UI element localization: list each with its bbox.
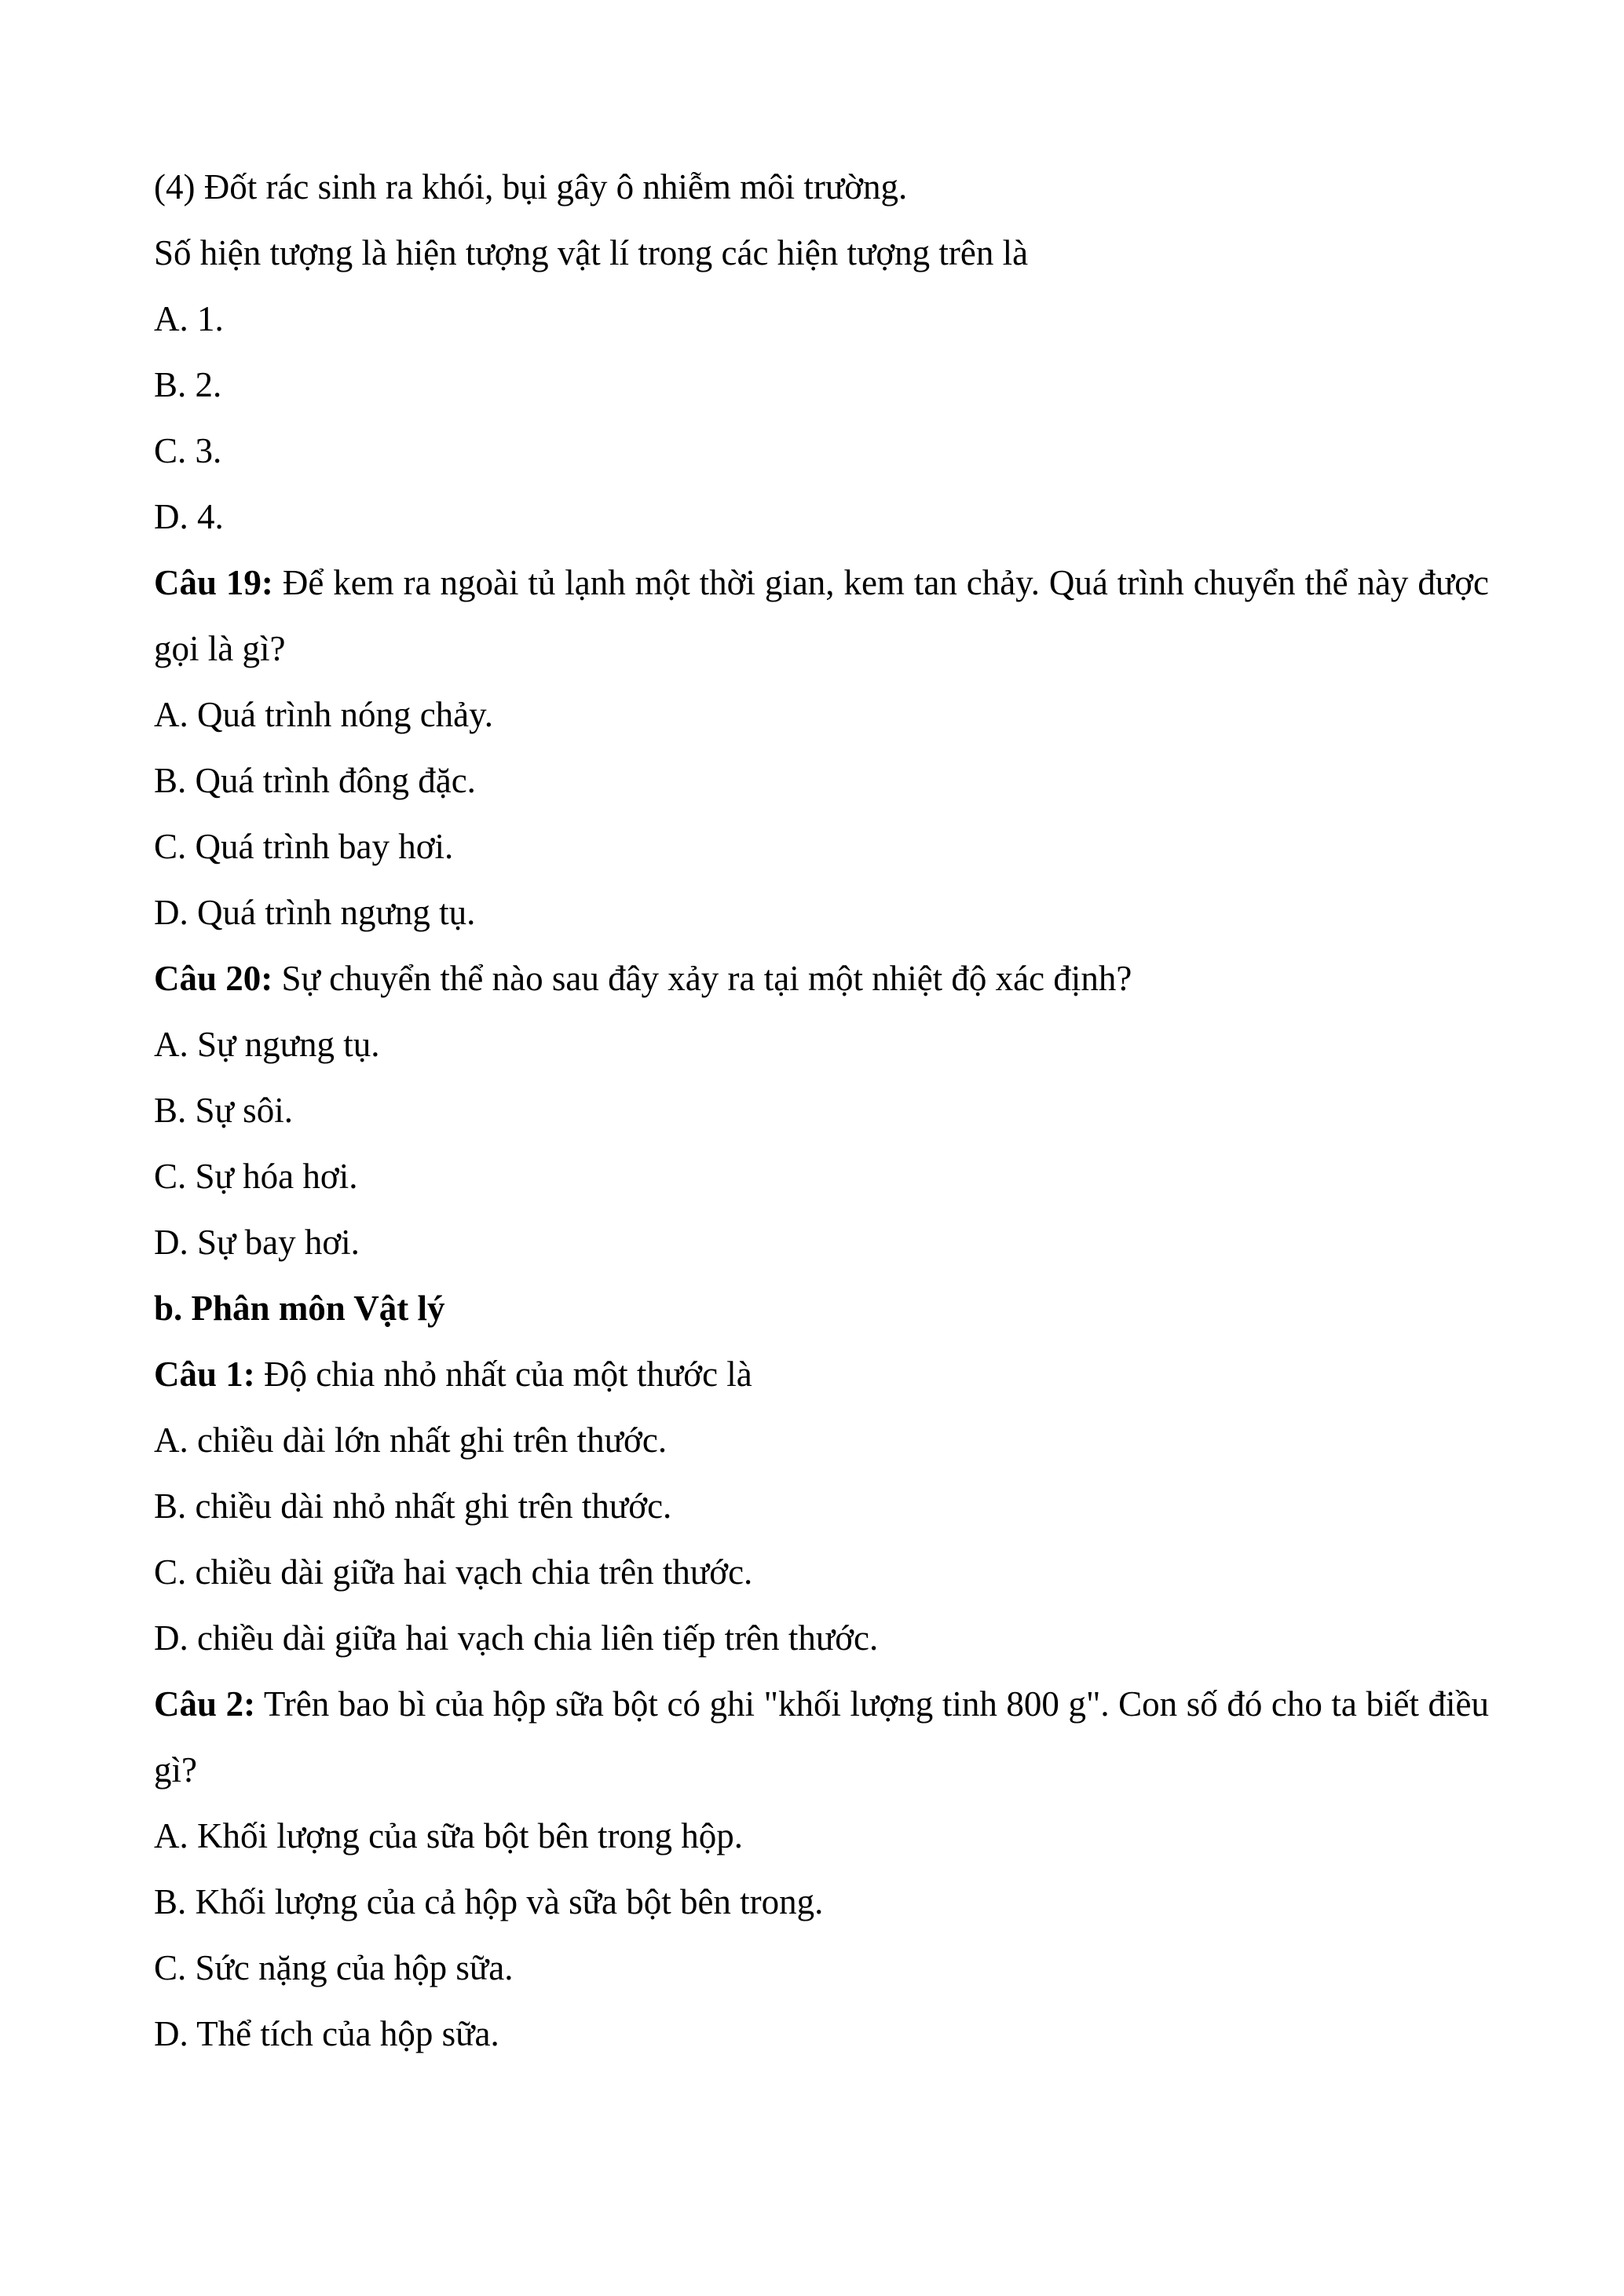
answer-option-b: B. Khối lượng của cả hộp và sữa bột bên trong.	[154, 1882, 824, 1921]
question-prompt: Số hiện tượng là hiện tượng vật lí trong các hiện tượng trên là	[154, 233, 1029, 272]
answer-option-a: A. Sự ngưng tụ.	[154, 1025, 380, 1064]
answer-option-c: C. 3.	[154, 431, 222, 470]
answer-option-a: A. chiều dài lớn nhất ghi trên thước.	[154, 1420, 668, 1460]
question-20	[154, 945, 1489, 1011]
answer-option-c: C. Quá trình bay hơi.	[154, 827, 454, 866]
answer-option-d: D. Quá trình ngưng tụ.	[154, 893, 476, 932]
question-19-text: Để kem ra ngoài tủ lạnh một thời gian, kem tan chảy. Quá trình chuyển thể này được gọi là gì?	[154, 563, 1489, 668]
question-20-text: Sự chuyển thể nào sau đây xảy ra tại một nhiệt độ xác định?	[272, 959, 1132, 998]
question-2	[154, 1671, 1489, 1803]
answer-option-c: C. Sự hóa hơi.	[154, 1157, 358, 1196]
answer-option-c: C. chiều dài giữa hai vạch chia trên thước.	[154, 1552, 753, 1592]
answer-option-a: A. Khối lượng của sữa bột bên trong hộp.	[154, 1816, 743, 1855]
answer-option-c: C. Sức nặng của hộp sữa.	[154, 1948, 514, 1987]
question-19	[154, 550, 1489, 682]
answer-option-b: B. Sự sôi.	[154, 1091, 293, 1130]
question-20-label: Câu 20:	[154, 959, 273, 998]
question-2-text: Trên bao bì của hộp sữa bột có ghi "khối lượng tinh 800 g". Con số đó cho ta biết điều gì?	[154, 1684, 1489, 1790]
answer-option-b: B. chiều dài nhỏ nhất ghi trên thước.	[154, 1486, 672, 1526]
answer-option-d: D. Thể tích của hộp sữa.	[154, 2014, 499, 2053]
question-19-label: Câu 19:	[154, 563, 273, 602]
answer-option-a: A. Quá trình nóng chảy.	[154, 695, 493, 734]
answer-option-d: D. 4.	[154, 497, 224, 536]
answer-option-b: B. Quá trình đông đặc.	[154, 761, 476, 800]
section-heading: b. Phân môn Vật lý	[154, 1289, 445, 1328]
question-1-text: Độ chia nhỏ nhất của một thước là	[254, 1355, 752, 1394]
question-2-label: Câu 2:	[154, 1684, 256, 1724]
question-1	[154, 1341, 1489, 1407]
answer-option-d: D. Sự bay hơi.	[154, 1223, 360, 1262]
document-content	[154, 154, 1489, 2067]
answer-option-a: A. 1.	[154, 299, 224, 338]
question-1-label: Câu 1:	[154, 1355, 255, 1394]
answer-option-d: D. chiều dài giữa hai vạch chia liên tiếp trên thước.	[154, 1618, 879, 1658]
statement-line-4: (4) Đốt rác sinh ra khói, bụi gây ô nhiễm môi trường.	[154, 167, 908, 207]
answer-option-b: B. 2.	[154, 365, 222, 404]
